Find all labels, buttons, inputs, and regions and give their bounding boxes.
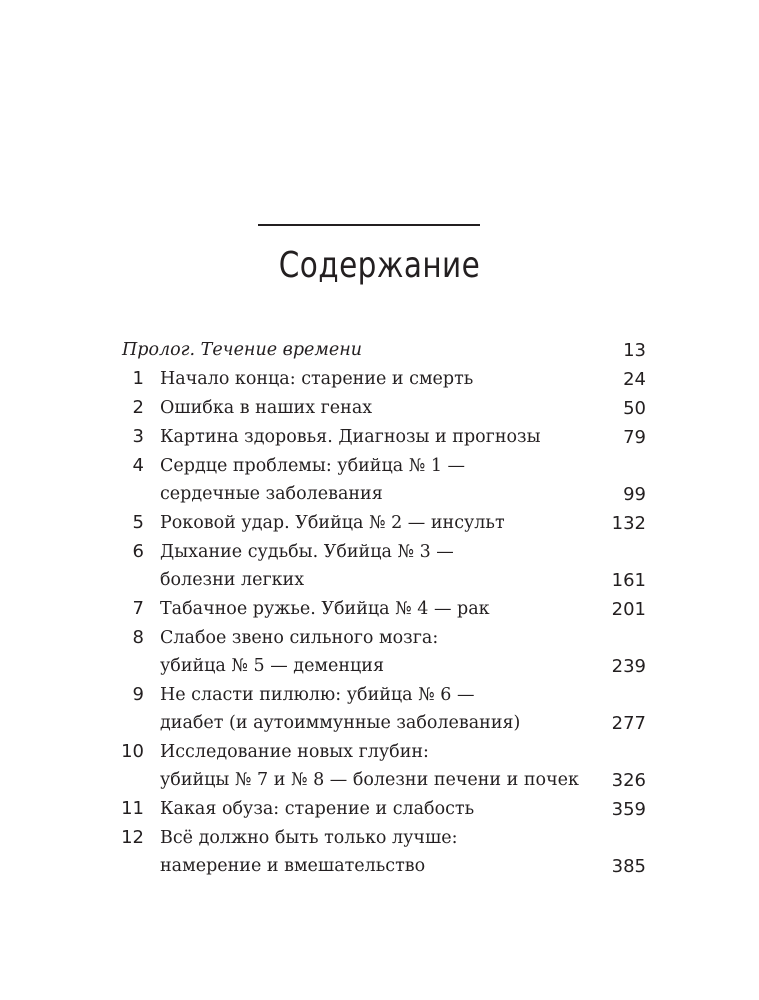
toc-entry-title bbox=[160, 824, 600, 880]
toc-entry-title-line: Картина здоровья. Диагнозы и прогнозы bbox=[160, 427, 541, 447]
toc-entry-title-line: Какая обуза: старение и слабость bbox=[160, 799, 475, 819]
toc-entry-chapter-4[interactable] bbox=[118, 452, 646, 509]
toc-entry-chapter-7[interactable] bbox=[118, 595, 646, 624]
toc-entry-title bbox=[160, 681, 600, 737]
toc-entry-title-line: убийца № 5 — деменция bbox=[160, 656, 385, 676]
toc-entry-page: 50 bbox=[623, 398, 646, 419]
toc-entry-title-line: Не сласти пилюлю: убийца № 6 — bbox=[160, 685, 475, 705]
toc-entry-page: 99 bbox=[623, 484, 646, 505]
toc-entry-number: 8 bbox=[132, 627, 144, 648]
toc-entry-title bbox=[160, 394, 600, 422]
toc-entry-number: 10 bbox=[121, 741, 144, 762]
toc-entry-number: 4 bbox=[132, 455, 144, 476]
toc-entry-title bbox=[160, 509, 600, 537]
toc-entry-title bbox=[160, 452, 600, 508]
table-of-contents bbox=[118, 336, 646, 881]
toc-entry-chapter-8[interactable] bbox=[118, 624, 646, 681]
toc-entry-chapter-3[interactable] bbox=[118, 423, 646, 452]
toc-entry-chapter-11[interactable] bbox=[118, 795, 646, 824]
toc-entry-title bbox=[160, 423, 600, 451]
toc-entry-number: 3 bbox=[132, 426, 144, 447]
toc-entry-title-line: Слабое звено сильного мозга: bbox=[160, 628, 439, 648]
toc-entry-chapter-5[interactable] bbox=[118, 509, 646, 538]
chapter-list bbox=[118, 365, 646, 881]
toc-entry-number: 11 bbox=[121, 798, 144, 819]
toc-entry-page: 24 bbox=[623, 369, 646, 390]
toc-entry-title: Пролог. Течение времени bbox=[122, 340, 363, 360]
toc-entry-chapter-2[interactable] bbox=[118, 394, 646, 423]
toc-entry-page: 326 bbox=[611, 770, 646, 791]
toc-entry-title-line: болезни легких bbox=[160, 570, 305, 590]
toc-entry-title-line: убийцы № 7 и № 8 — болезни печени и почек bbox=[160, 770, 579, 790]
toc-entry-chapter-6[interactable] bbox=[118, 538, 646, 595]
toc-entry-number: 7 bbox=[132, 598, 144, 619]
toc-entry-page: 161 bbox=[611, 570, 646, 591]
toc-entry-title bbox=[160, 595, 600, 623]
toc-entry-number: 12 bbox=[121, 827, 144, 848]
toc-entry-page: 359 bbox=[611, 799, 646, 820]
toc-entry-page: 201 bbox=[611, 599, 646, 620]
toc-entry-chapter-12[interactable] bbox=[118, 824, 646, 881]
toc-entry-title bbox=[160, 738, 600, 794]
toc-entry-number: 2 bbox=[132, 397, 144, 418]
toc-entry-number: 9 bbox=[132, 684, 144, 705]
page-title: Содержание bbox=[278, 245, 481, 286]
toc-entry-prolog[interactable] bbox=[118, 336, 646, 365]
toc-entry-title-line: намерение и вмешательство bbox=[160, 856, 426, 876]
toc-entry-title-line: Роковой удар. Убийца № 2 — инсульт bbox=[160, 513, 505, 533]
toc-entry-title-line: Табачное ружье. Убийца № 4 — рак bbox=[160, 599, 490, 619]
toc-entry-page: 132 bbox=[611, 513, 646, 534]
toc-entry-page: 239 bbox=[611, 656, 646, 677]
toc-entry-title bbox=[160, 624, 600, 680]
toc-entry-page: 13 bbox=[623, 340, 646, 361]
toc-entry-title bbox=[160, 365, 600, 393]
toc-entry-title-line: Дыхание судьбы. Убийца № 3 — bbox=[160, 542, 454, 562]
toc-entry-number: 6 bbox=[132, 541, 144, 562]
toc-entry-page: 79 bbox=[623, 427, 646, 448]
toc-entry-title-line: Начало конца: старение и смерть bbox=[160, 369, 474, 389]
toc-entry-title-line: сердечные заболевания bbox=[160, 484, 383, 504]
toc-entry-chapter-10[interactable] bbox=[118, 738, 646, 795]
toc-entry-title-line: Всё должно быть только лучше: bbox=[160, 828, 458, 848]
toc-entry-title bbox=[160, 538, 600, 594]
toc-entry-number: 1 bbox=[132, 368, 144, 389]
toc-entry-page: 277 bbox=[611, 713, 646, 734]
toc-entry-page: 385 bbox=[611, 856, 646, 877]
toc-entry-title bbox=[160, 795, 600, 823]
toc-entry-number: 5 bbox=[132, 512, 144, 533]
heading-rule bbox=[258, 224, 480, 226]
toc-entry-title-line: Ошибка в наших генах bbox=[160, 398, 373, 418]
toc-entry-title-line: диабет (и аутоиммунные заболевания) bbox=[160, 713, 521, 733]
toc-entry-chapter-1[interactable] bbox=[118, 365, 646, 394]
toc-entry-title-line: Сердце проблемы: убийца № 1 — bbox=[160, 456, 466, 476]
toc-entry-chapter-9[interactable] bbox=[118, 681, 646, 738]
toc-entry-title-line: Исследование новых глубин: bbox=[160, 742, 429, 762]
